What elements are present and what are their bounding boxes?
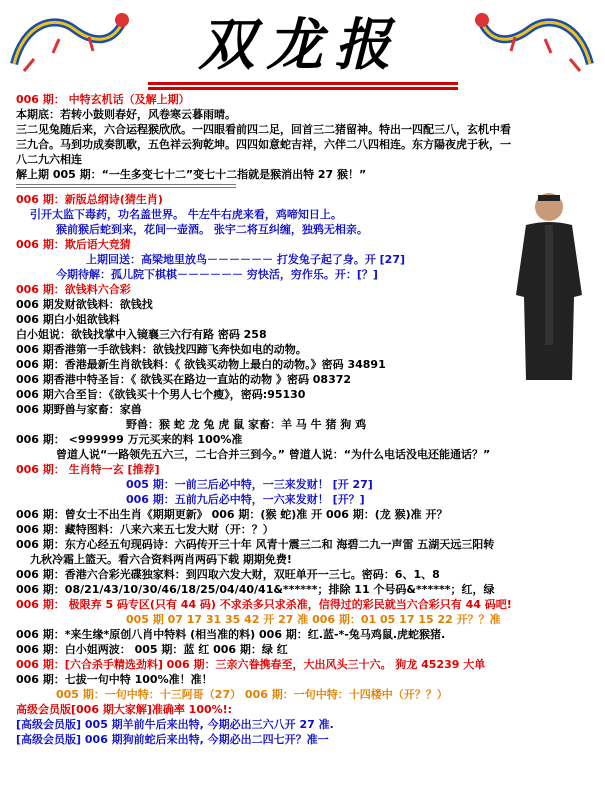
text-line: 曾道人说“一路领先五六三，二七合并三到今。” 曾道人说：“为什么电话没电还能通话？” bbox=[56, 448, 491, 461]
text-line: 006 期：藏特图料：八来六来五七发大财（开：？） bbox=[16, 523, 274, 536]
text-line: 006 期：08/21/43/10/30/46/18/25/04/40/41&******；排除 11 个号码&******；红，绿 bbox=[16, 583, 495, 596]
text-line: 006 期：*来生缘*原创八肖中特料 (相当准的料) 006 期：红.蓝-*-兔马鸡鼠.虎蛇猴猪. bbox=[16, 628, 446, 641]
text-line: 006 期： 中特玄机话（及解上期） bbox=[16, 93, 190, 106]
divider bbox=[16, 184, 236, 188]
text-line: 006 期：白小姐两波： 005 期：蓝 红 006 期：绿 红 bbox=[16, 643, 288, 656]
text-line: [高级会员版] 005 期羊前牛后来出特, 今期必出三六八开 27 准. bbox=[16, 718, 334, 731]
text-line: 006 期：五前九后必中特，一六来发财！ [开？] bbox=[126, 493, 365, 506]
text-line: 九秋冷霜上篮天。看六合资料两肖两码下载 期期免费! bbox=[30, 553, 292, 566]
text-line: 006 期：新版总纲诗(猜生肖) bbox=[16, 193, 163, 206]
text-line: 006 期： 生肖特一玄 [推荐] bbox=[16, 463, 160, 476]
text-line: 三二见兔随后来，六合运程猴欣欣。一四眼看前四二足，回首三二猪留神。特出一四配三八，玄机中看 bbox=[16, 123, 511, 136]
text-line: 野兽：猴 蛇 龙 兔 虎 鼠 家畜：羊 马 牛 猪 狗 鸡 bbox=[126, 418, 367, 431]
text-line: 006 期：欲钱料六合彩 bbox=[16, 283, 131, 296]
text-line: 005 期：一句中特：十三阿哥（27） 006 期：一句中特：十四楼中（开？？） bbox=[56, 688, 448, 701]
text-line: 006 期发财欲钱料：欲钱找 bbox=[16, 298, 153, 311]
dragon-icon bbox=[470, 4, 600, 80]
text-line: 006 期六合至旨：《欲钱买十个男人七个瘦》，密码:95130 bbox=[16, 388, 306, 401]
text-line: 上期回送：高梁地里放鸟－－－－－－ 打发兔子起了身。开 [27] bbox=[86, 253, 406, 266]
text-line: 猴前猴后蛇到来，花间一壶酒。 张宇二将互纠缠，独鸦无相亲。 bbox=[56, 223, 368, 236]
text-line: 005 期 07 17 31 35 42 开 27 准 006 期：01 05 17 15 22 开？？准 bbox=[126, 613, 501, 626]
text-line: 006 期：香港六合彩光碟独家料：到四取六发大财，双旺单开一三七。密码：6、1、8 bbox=[16, 568, 440, 581]
title-rule bbox=[148, 82, 458, 85]
text-line: 006 期：欺后语大竞猜 bbox=[16, 238, 131, 251]
text-line: 006 期： <999999 万元买来的料 100%准 bbox=[16, 433, 243, 446]
text-line: 006 期：[六合杀手精选劲料] 006 期：三亲六眷携春至，大出风头三十六。 狗龙 45239 大单 bbox=[16, 658, 486, 671]
text-line: 006 期白小姐欲钱料 bbox=[16, 313, 120, 326]
text-line: 006 期：东方心经五句现码诗：六码传开三十年 风青十震三二和 海碧二九一声雷 五湖天远三阳转 bbox=[16, 538, 495, 551]
text-line: 解上期 005 期：“一生多变七十二”变七十二指就是猴消出特 27 猴！” bbox=[16, 168, 367, 181]
dragon-icon bbox=[4, 4, 134, 80]
text-line: 006 期野兽与家畜：家兽 bbox=[16, 403, 142, 416]
text-line: 006 期香港第一手欲钱料：欲钱找四蹄飞奔快如电的动物。 bbox=[16, 343, 307, 356]
text-line: 006 期：七拔一句中特 100%准！准！ bbox=[16, 673, 213, 686]
text-line: 006 期：香港最新生肖欲钱料：《 欲钱买动物上最白的动物。》密码 34891 bbox=[16, 358, 386, 371]
text-line: 高级会员版[006 期大家解]准确率 100%!: bbox=[16, 703, 233, 716]
text-line: 本期底：若转小鼓则春好，风卷寒云暮雨晴。 bbox=[16, 108, 236, 121]
text-line: 引开太监下毒药，功名盖世界。 牛左牛右虎来看，鸡啼知日上。 bbox=[30, 208, 342, 221]
text-line: [高级会员版] 006 期狗前蛇后来出特, 今期必出二四七开？准一 bbox=[16, 733, 329, 746]
text-line: 006 期： 极限弃 5 码专区(只有 44 码) 不求杀多只求杀准，信得过的彩民就当六合彩只有 44 码吧! bbox=[16, 598, 512, 611]
text-line: 005 期：一前三后必中特，一三来发财！ [开 27] bbox=[126, 478, 373, 491]
text-line: 三九合。马到功成奏凯歌，五色祥云狗乾坤。四四如意蛇吉祥，六伴二八四相连。东方陽夜虎于秋，一 bbox=[16, 138, 511, 151]
text-line: 今期待解：孤儿院下棋棋－－－－－－ 穷快活，穷作乐。开：[？] bbox=[56, 268, 378, 281]
text-line: 白小姐说：欲钱找掌中入镜襄三六行有路 密码 258 bbox=[16, 328, 267, 341]
text-line: 八二九六相连 bbox=[16, 153, 82, 166]
page-title: 双龙报 bbox=[198, 12, 403, 78]
header bbox=[0, 0, 605, 92]
text-line: 006 期香港中特圣旨：《 欲钱买在路边一直站的动物 》密码 08372 bbox=[16, 373, 352, 386]
person-portrait-icon bbox=[508, 185, 590, 385]
text-line: 006 期：曾女士不出生肖《期期更新》 006 期：(猴 蛇)准 开 006 期：(龙 猴)准 开？ bbox=[16, 508, 448, 521]
title-rule bbox=[148, 87, 458, 90]
